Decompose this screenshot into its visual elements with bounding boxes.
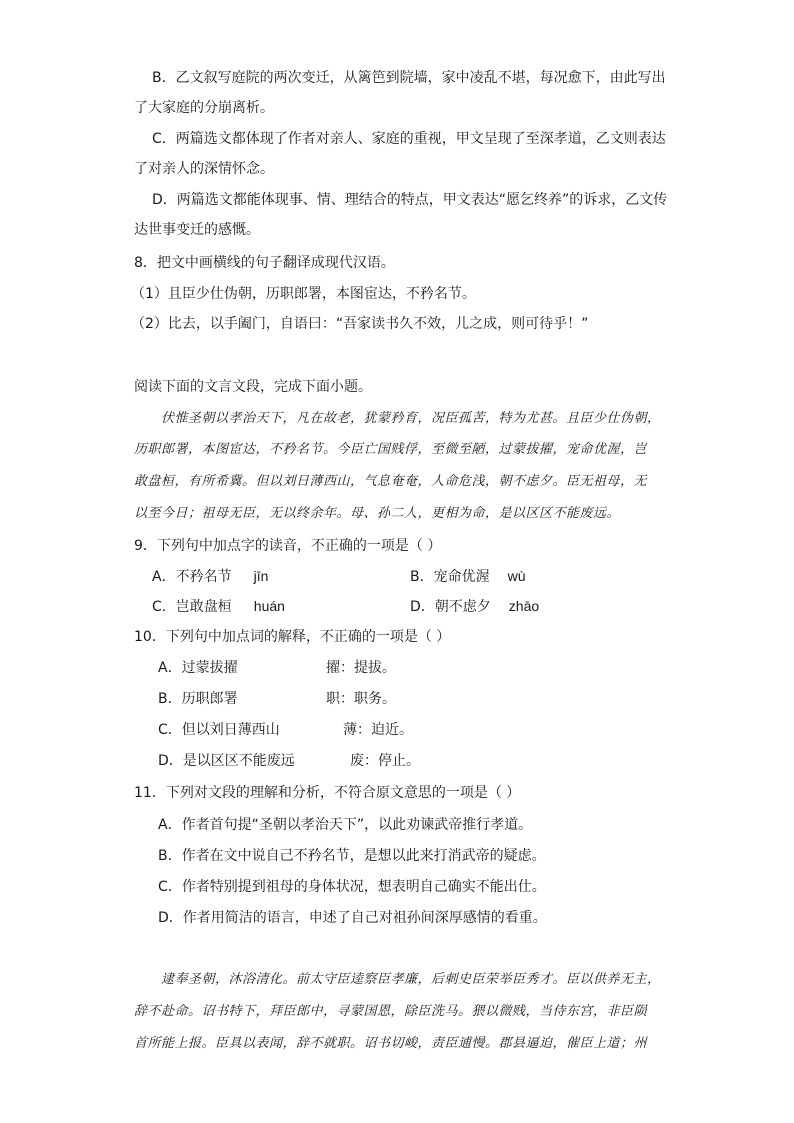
- q7-option-d-line2: 达世事变迁的感慨。: [134, 222, 260, 238]
- reading-intro: 阅读下面的文言文段，完成下面小题。: [134, 379, 372, 395]
- q7-option-b-line2: 了大家庭的分崩离析。: [134, 100, 274, 116]
- passage2-line3: 首所能上报。臣具以表闻，辞不就职。诏书切峻，责臣逋慢。郡县逼迫，催臣上道；州: [134, 1036, 648, 1051]
- q9-option-c-text: C．岂敢盘桓: [152, 599, 232, 615]
- q9-option-c: [152, 596, 285, 617]
- q8-sentence-2: （2）比去，以手阖门，自语曰：“吾家读书久不效，儿之成，则可待乎！”: [131, 316, 589, 332]
- q10-option-b-text: B．历职郎署: [158, 691, 238, 707]
- q7-option-c-line2: 了对亲人的深情怀念。: [134, 161, 274, 177]
- q10-option-a-expl: 擢：提拔。: [326, 660, 396, 676]
- q10-stem: 10．下列句中加点词的解释，不正确的一项是（ ）: [134, 629, 451, 645]
- q9-option-a-text: A．不矜名节: [152, 569, 232, 585]
- q10-option-d-text: D．是以区区不能废远: [158, 753, 295, 769]
- q9-option-b-text: B．宠命优渥: [410, 569, 490, 585]
- q8-sentence-1: （1）且臣少仕伪朝，历职郎署，本图宦达，不矜名节。: [131, 286, 476, 302]
- q11-option-a: A．作者首句提“圣朝以孝治天下”，以此劝谏武帝推行孝道。: [158, 817, 533, 833]
- q10-option-b-expl: 职：职务。: [326, 691, 396, 707]
- q10-option-d-expl: 废：停止。: [350, 753, 420, 769]
- q9-option-a-pinyin: jīn: [253, 568, 269, 584]
- q9-option-a: [152, 566, 268, 587]
- passage1-line4: 以至今日；祖母无臣，无以终余年。母、孙二人，更相为命，是以区区不能废远。: [134, 506, 621, 521]
- q7-option-d-line1: D．两篇选文都能体现事、情、理结合的特点，甲文表达“愿乞终养”的诉求，乙文传: [152, 192, 668, 208]
- q11-option-c: C．作者特别提到祖母的身体状况，想表明自己确实不能出仕。: [158, 879, 546, 895]
- q9-option-c-pinyin: huán: [253, 598, 285, 614]
- q10-option-c-text: C．但以刘日薄西山: [158, 722, 280, 738]
- passage1-line3: 敢盘桓，有所希冀。但以刘日薄西山，气息奄奄，人命危浅，朝不虑夕。臣无祖母，无: [134, 474, 648, 489]
- q9-option-d-pinyin: zhāo: [508, 598, 540, 614]
- passage2-line1: 逮奉圣朝，沐浴清化。前太守臣逵察臣孝廉，后刺史臣荣举臣秀才。臣以供养无主，: [161, 972, 661, 987]
- q9-option-d: [410, 596, 539, 617]
- q9-stem: 9．下列句中加点字的读音，不正确的一项是（ ）: [134, 538, 442, 554]
- q10-option-c-expl: 薄：迫近。: [343, 722, 413, 738]
- q9-option-b: [410, 566, 526, 587]
- passage1-line1: 伏惟圣朝以孝治天下，凡在故老，犹蒙矜育，况臣孤苦，特为尤甚。且臣少仕伪朝，: [161, 411, 661, 426]
- q11-option-d: D．作者用简洁的语言，申述了自己对祖孙间深厚感情的看重。: [158, 910, 547, 926]
- q8-stem: 8．把文中画横线的句子翻译成现代汉语。: [134, 255, 395, 271]
- passage1-line2: 历职郎署，本图宦达，不矜名节。今臣亡国贱俘，至微至陋，过蒙拔擢，宠命优渥，岂: [134, 442, 648, 457]
- q11-option-b: B．作者在文中说自己不矜名节，是想以此来打消武帝的疑虑。: [158, 848, 546, 864]
- q10-option-a-text: A．过蒙拔擢: [158, 660, 238, 676]
- q7-option-b-line1: B．乙文叙写庭院的两次变迁，从篱笆到院墙，家中凌乱不堪，每况愈下，由此写出: [152, 70, 666, 86]
- q9-option-d-text: D．朝不虑夕: [410, 599, 491, 615]
- q9-option-b-pinyin: wù: [507, 568, 526, 584]
- q11-stem: 11．下列对文段的理解和分析，不符合原文意思的一项是（ ）: [134, 785, 521, 801]
- passage2-line2: 辞不赴命。诏书特下，拜臣郎中，寻蒙国恩，除臣洗马。猥以微贱，当侍东宫，非臣陨: [134, 1004, 648, 1019]
- q7-option-c-line1: C．两篇选文都体现了作者对亲人、家庭的重视，甲文呈现了至深孝道，乙文则表达: [152, 131, 666, 147]
